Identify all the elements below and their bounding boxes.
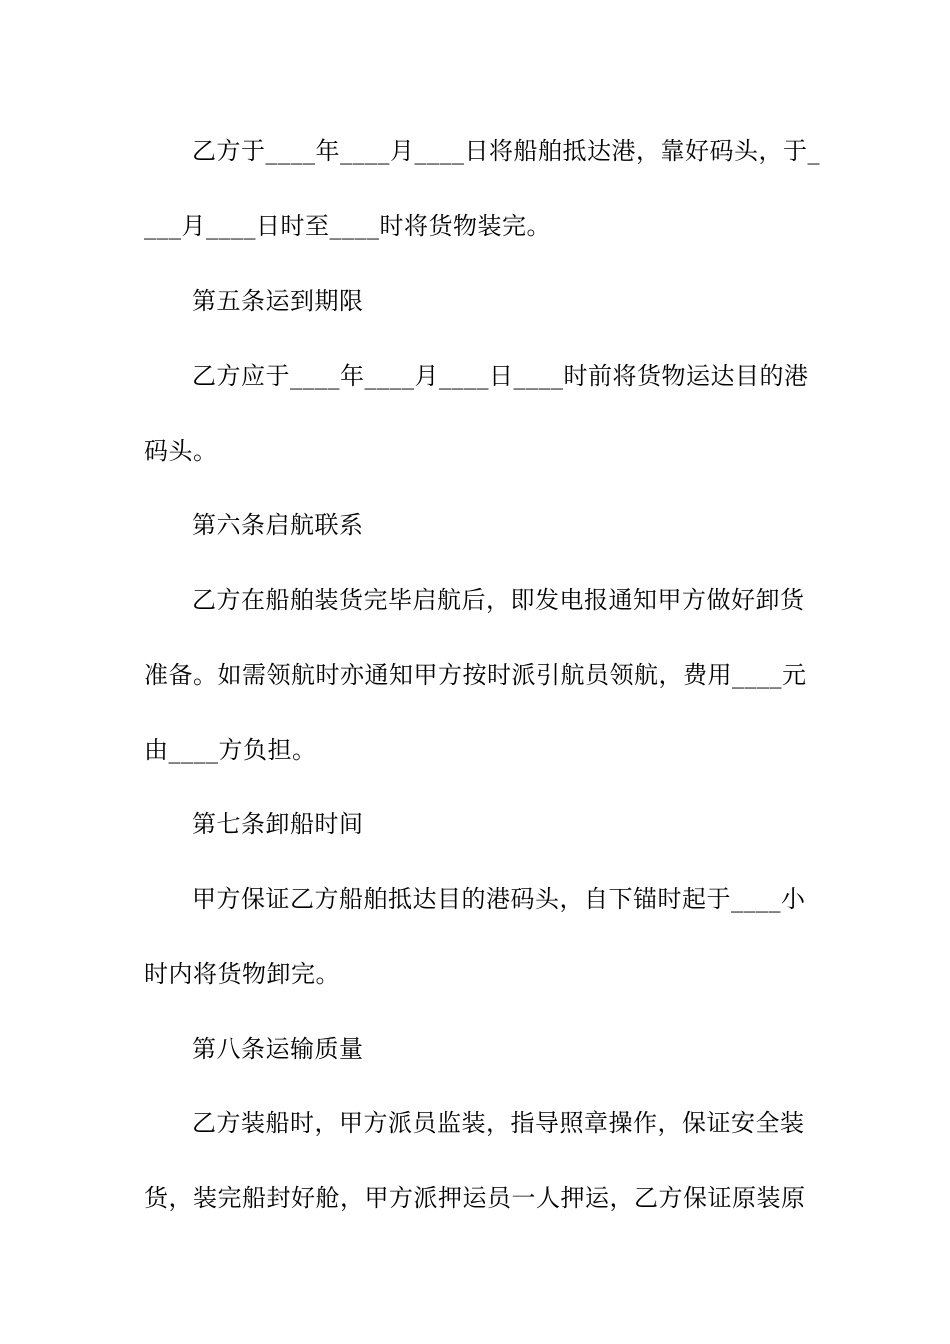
paragraph-departure-line-3: 由____方负担。	[144, 736, 317, 764]
paragraph-unloading-line-2: 时内将货物卸完。	[144, 960, 340, 988]
paragraph-quality-line-2: 货，装完船封好舱，甲方派押运员一人押运，乙方保证原装原	[144, 1184, 806, 1212]
article-8-heading: 第八条运输质量	[192, 1035, 364, 1063]
paragraph-loading-line-2: ___月____日时至____时将货物装完。	[144, 212, 551, 240]
paragraph-quality-line-1: 乙方装船时，甲方派员监装，指导照章操作，保证安全装	[192, 1109, 805, 1137]
article-5-heading: 第五条运到期限	[192, 287, 364, 315]
paragraph-unloading-line-1: 甲方保证乙方船舶抵达目的港码头，自下锚时起于____小	[192, 885, 806, 913]
paragraph-loading-line-1: 乙方于____年____月____日将船舶抵达港，靠好码头，于_	[192, 137, 820, 165]
article-7-heading: 第七条卸船时间	[192, 810, 364, 838]
paragraph-departure-line-1: 乙方在船舶装货完毕启航后，即发电报通知甲方做好卸货	[192, 586, 805, 614]
paragraph-delivery-line-1: 乙方应于____年____月____日____时前将货物运达目的港	[192, 362, 809, 390]
article-6-heading: 第六条启航联系	[192, 511, 364, 539]
paragraph-delivery-line-2: 码头。	[144, 437, 218, 465]
paragraph-departure-line-2: 准备。如需领航时亦通知甲方按时派引航员领航，费用____元	[144, 661, 807, 689]
